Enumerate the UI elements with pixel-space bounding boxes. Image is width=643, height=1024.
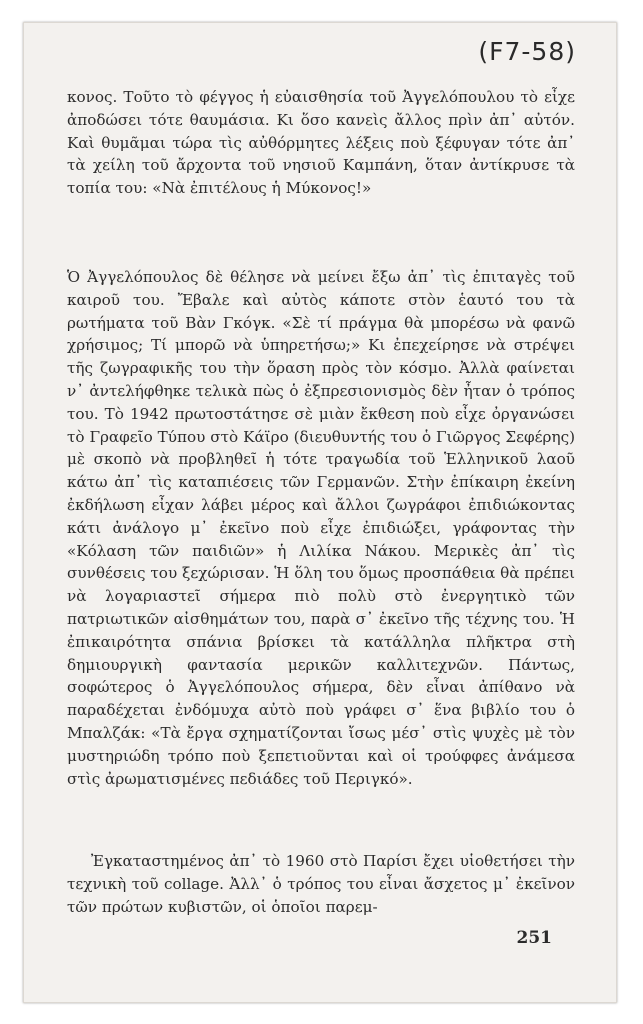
page-number: 251: [516, 928, 552, 948]
paragraph-main: Ὁ Ἀγγελόπουλος δὲ θέλησε νὰ μείνει ἔξω ἀπ᾿ τὶς ἐπιταγὲς τοῦ καιροῦ του. Ἔβαλε καὶ αὐτὸς κάποτε στὸν ἑαυτό του τὰ ρωτήματα τοῦ Βὰν Γκόγκ. «Σὲ τί πράγμα θὰ μπορέσω νὰ φανῶ χρήσιμος; Τί μπορῶ νὰ ὑπηρετήσω;» Κι ἐπεχείρησε νὰ στρέψει τῆς ζωγραφικῆς του τὴν ὅραση πρὸς τὸν κόσμο. Ἀλλὰ φαίνεται ν᾿ ἀντελήφθηκε τελικὰ πὼς ὁ ἐξπρεσιονισμὸς δὲν ἦταν ὁ τρόπος του. Τὸ 1942 πρωτοστάτησε σὲ μιὰν ἔκθεση ποὺ εἶχε ὀργανώσει τὸ Γραφεῖο Τύπου στὸ Κάϊρο (διευθυντής του ὁ Γιῶργος Σεφέρης) μὲ σκοπὸ νὰ προβληθεῖ ἡ τότε τραγωδία τοῦ Ἑλληνικοῦ λαοῦ κάτω ἀπ᾿ τὶς καταπιέσεις τῶν Γερμανῶν. Στὴν ἐπίκαιρη ἐκείνη ἐκδήλωση εἶχαν λάβει μέρος καὶ ἄλλοι ζωγράφοι ἐπιδιώκοντας κάτι ἀνάλογο μ᾿ ἐκεῖνο ποὺ εἶχε ἐπιδιώξει, γράφοντας τὴν «Κόλαση τῶν παιδιῶν» ἡ Λιλίκα Νάκου. Μερικὲς ἀπ᾿ τὶς συνθέσεις του ξεχώρισαν. Ἡ ὅλη του ὅμως προσπάθεια θὰ πρέπει νὰ λογαριαστεῖ σήμερα πιὸ πολὺ στὸ ἐνεργητικὸ τῶν πατριωτικῶν αἰσθημάτων του, παρὰ σ᾿ ἐκεῖνο τῆς τέχνης του. Ἡ ἐπικαιρότητα σπάνια βρίσκει τὰ κατάλληλα πλῆκτρα στὴ δημιουργικὴ φαντασία μερικῶν καλλιτεχνῶν. Πάντως, σοφώτερος ὁ Ἀγγελόπουλος σήμερα, δὲν εἶναι ἀπίθανο νὰ παραδέχεται ἐνδόμυχα αὐτὸ ποὺ γράφει σ᾿ ἕνα βιβλίο του ὁ Μπαλζάκ: «Τὰ ἔργα σχηματίζονται ἴσως μέσ᾿ στὶς ψυχὲς μὲ τὸν μυστηριώδη τρόπο ποὺ ξεπετιοῦνται καὶ οἱ τρούφφες ἀνάμεσα στὶς ἀρωματισμένες πεδιάδες τοῦ Περιγκό».: [67, 268, 575, 788]
paragraph-continuation: κονος. Τοῦτο τὸ φέγγος ἡ εὐαισθησία τοῦ Ἀγγελόπουλου τὸ εἶχε ἀποδώσει τότε θαυμάσια. Κι ὅσο κανεὶς ἄλλος πρὶν ἀπ᾿ αὐτόν. Καὶ θυμᾶμαι τώρα τὶς αὐθόρμητες λέξεις ποὺ ξέφυγαν τότε ἀπ᾿ τὰ χείλη τοῦ ἄρχοντα τοῦ νησιοῦ Καμπάνη, ὅταν ἀντίκρυσε τὰ τοπία του: «Νὰ ἐπιτέλους ἡ Μύκονος!»: [67, 88, 575, 198]
paragraph-collage: Ἐγκαταστημένος ἀπ᾿ τὸ 1960 στὸ Παρίσι ἔχει υἱοθετήσει τὴν τεχνικὴ τοῦ collage. Ἀλλ᾿ ὁ τρόπος του εἶναι ἄσχετος μ᾿ ἐκεῖνον τῶν πρώτων κυβιστῶν, οἱ ὁποῖοι παρεμ-: [67, 852, 575, 916]
document-page: [23, 22, 617, 1003]
handwritten-annotation: (F7-58): [478, 37, 576, 66]
